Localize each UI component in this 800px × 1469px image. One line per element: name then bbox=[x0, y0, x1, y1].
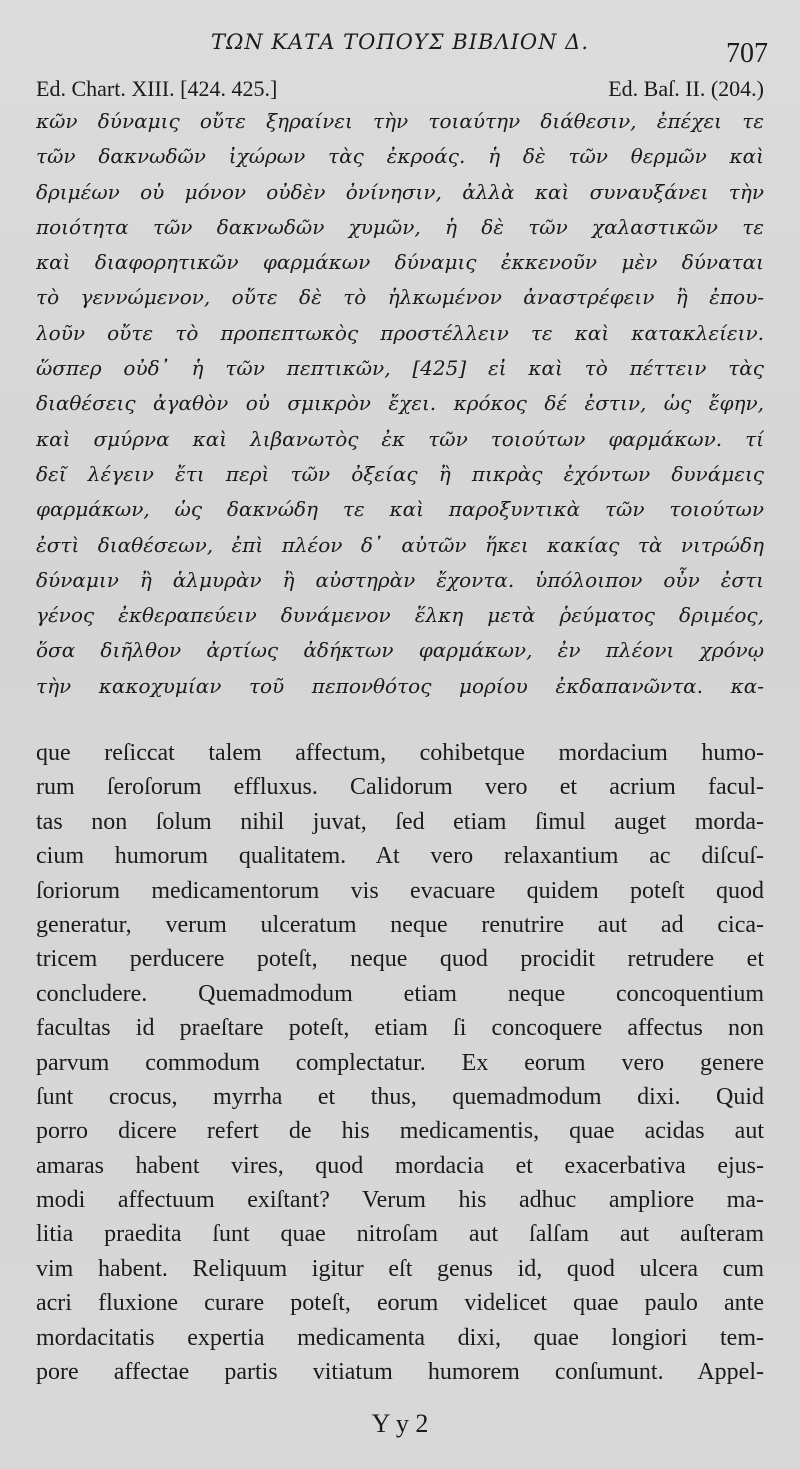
greek-line: καὶ διαφορητικῶν φαρμάκων δύναμις ἐκκενοῦν μὲν δύναται bbox=[36, 250, 764, 275]
latin-line: facultas id praeſtare poteſt, etiam ſi concoquere affectus non bbox=[36, 1015, 764, 1042]
latin-line: ſunt crocus, myrrha et thus, quemadmodum dixi. Quid bbox=[36, 1083, 764, 1110]
greek-line: δεῖ λέγειν ἔτι περὶ τῶν ὀξείας ἢ πικρὰς ἐχόντων δυνάμεις bbox=[36, 461, 764, 486]
running-title: ΤΩΝ ΚΑΤΑ ΤΟΠΟΥΣ ΒΙΒΛΙΟΝ Δ. bbox=[210, 30, 590, 54]
greek-line: λοῦν οὔτε τὸ προπεπτωκὸς προστέλλειν τε καὶ κατακλείειν. bbox=[36, 320, 764, 345]
latin-line: mordacitatis expertia medicamenta dixi, quae longiori tem- bbox=[36, 1324, 764, 1351]
greek-line: διαθέσεις ἀγαθὸν οὐ σμικρὸν ἔχει. κρόκος δέ ἐστιν, ὡς ἔφην, bbox=[36, 391, 764, 416]
greek-line: τῶν δακνωδῶν ἰχώρων τὰς ἐκροάς. ἡ δὲ τῶν θερμῶν καὶ bbox=[36, 144, 764, 169]
greek-line: ὅσα διῆλθον ἀρτίως ἀδήκτων φαρμάκων, ἐν πλέονι χρόνῳ bbox=[36, 638, 764, 663]
edition-references bbox=[36, 76, 764, 102]
latin-line: porro dicere refert de his medicamentis, quae acidas aut bbox=[36, 1118, 764, 1145]
latin-line: modi affectuum exiſtant? Verum his adhuc ampliore ma- bbox=[36, 1187, 764, 1214]
greek-line: τὸ γεννώμενον, οὔτε δὲ τὸ ἡλκωμένον ἀναστρέφειν ἢ ἐπου- bbox=[36, 285, 764, 310]
latin-text-block bbox=[36, 736, 764, 1389]
greek-line: ποιότητα τῶν δακνωδῶν χυμῶν, ἡ δὲ τῶν χαλαστικῶν τε bbox=[36, 214, 764, 239]
edition-ref-left: Ed. Chart. XIII. [424. 425.] bbox=[36, 76, 278, 101]
latin-line: vim habent. Reliquum igitur eſt genus id, quod ulcera cum bbox=[36, 1255, 764, 1282]
latin-line: cium humorum qualitatem. At vero relaxantium ac diſcuſ- bbox=[36, 843, 764, 870]
latin-line: generatur, verum ulceratum neque renutrire aut ad cica- bbox=[36, 911, 764, 938]
latin-line: acri fluxione curare poteſt, eorum videlicet quae paulo ante bbox=[36, 1290, 764, 1317]
latin-line: concludere. Quemadmodum etiam neque concoquentium bbox=[36, 980, 764, 1007]
greek-text-block bbox=[36, 104, 764, 704]
latin-line: rum ſeroſorum effluxus. Calidorum vero et acrium facul- bbox=[36, 774, 764, 801]
latin-line: tas non ſolum nihil juvat, ſed etiam ſimul auget morda- bbox=[36, 808, 764, 835]
latin-line: que reſiccat talem affectum, cohibetque mordacium humo- bbox=[36, 740, 764, 766]
greek-line: τὴν κακοχυμίαν τοῦ πεπονθότος μορίου ἐκδαπανῶντα. κα- bbox=[36, 673, 764, 698]
edition-ref-right: Ed. Baſ. II. (204.) bbox=[608, 76, 764, 101]
signature-mark: Y y 2 bbox=[371, 1409, 429, 1438]
latin-line: amaras habent vires, quod mordacia et exacerbativa ejus- bbox=[36, 1152, 764, 1179]
greek-line: φαρμάκων, ὡς δακνώδη τε καὶ παροξυντικὰ τῶν τοιούτων bbox=[36, 497, 764, 522]
greek-line: καὶ σμύρνα καὶ λιβανωτὸς ἐκ τῶν τοιούτων φαρμάκων. τί bbox=[36, 426, 764, 451]
latin-line: tricem perducere poteſt, neque quod procidit retrudere et bbox=[36, 946, 764, 973]
latin-line: pore affectae partis vitiatum humorem conſumunt. Appel- bbox=[36, 1359, 764, 1386]
greek-line: γένος ἐκθεραπεύειν δυνάμενον ἕλκη μετὰ ῥεύματος δριμέος, bbox=[36, 603, 764, 628]
greek-line: δριμέων οὐ μόνον οὐδὲν ὀνίνησιν, ἀλλὰ καὶ συναυξάνει τὴν bbox=[36, 179, 764, 204]
greek-line: ἐστὶ διαθέσεων, ἐπὶ πλέον δ᾽ αὐτῶν ἥκει κακίας τὰ νιτρώδη bbox=[36, 532, 764, 557]
latin-line: parvum commodum complectatur. Ex eorum vero genere bbox=[36, 1049, 764, 1076]
greek-line: κῶν δύναμις οὔτε ξηραίνει τὴν τοιαύτην διάθεσιν, ἐπέχει τε bbox=[36, 109, 764, 133]
latin-line: ſoriorum medicamentorum vis evacuare quidem poteſt quod bbox=[36, 877, 764, 904]
greek-line: ὥσπερ οὐδ᾽ ἡ τῶν πεπτικῶν, [425] εἰ καὶ τὸ πέττειν τὰς bbox=[36, 356, 764, 381]
greek-line: δύναμιν ἢ ἁλμυρὰν ἢ αὐστηρὰν ἔχοντα. ὑπόλοιπον οὖν ἐστι bbox=[36, 567, 764, 592]
page-number: 707 bbox=[726, 38, 768, 69]
latin-line: litia praedita ſunt quae nitroſam aut ſalſam aut auſteram bbox=[36, 1221, 764, 1248]
